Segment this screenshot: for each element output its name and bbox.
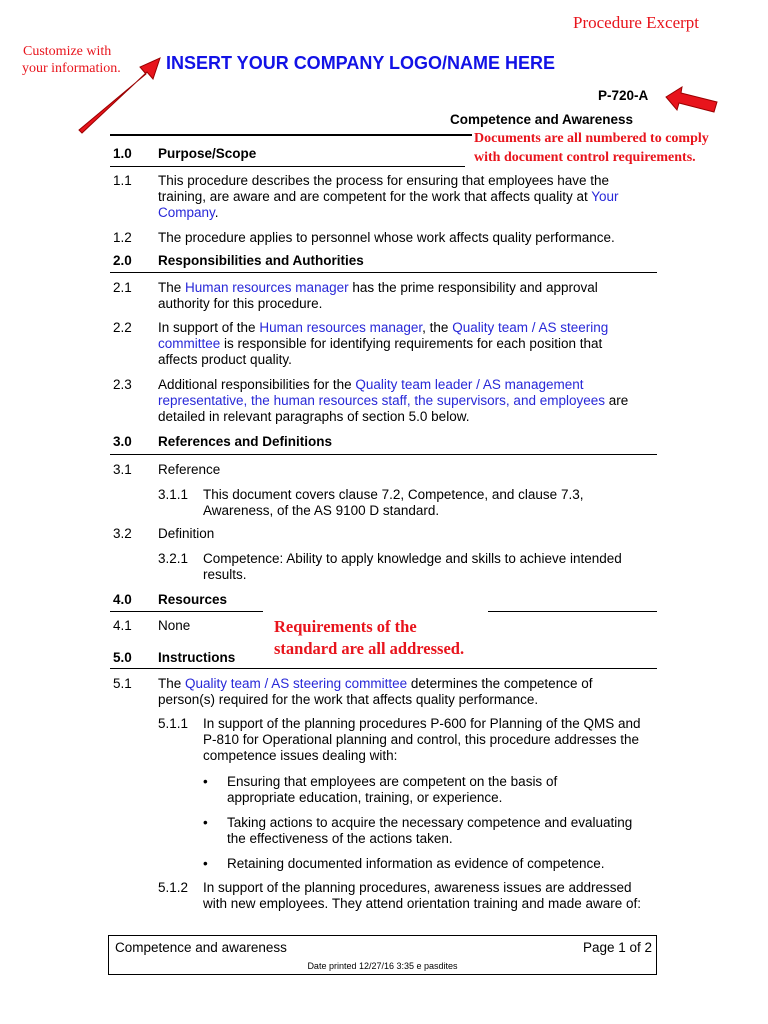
requirements-annotation [274,616,464,660]
item-1-1-number: 1.1 [113,173,132,188]
item-2-3-number: 2.3 [113,377,132,392]
section-1-rule [110,166,465,167]
item-3-2-1-text: Competence: Ability to apply knowledge and skills to achieve intended results. [203,551,622,582]
item-1-2-number: 1.2 [113,230,132,245]
section-2-number: 2.0 [113,253,132,268]
item-5-1-2-text: In support of the planning procedures, awareness issues are addressed with new employees. They attend orientation training and made aware of: [203,880,642,911]
company-logo-placeholder: INSERT YOUR COMPANY LOGO/NAME HERE [166,53,556,73]
item-2-2-number: 2.2 [113,320,132,335]
item-2-1-text: The Human resources manager has the prime responsibility and approval authority for this procedure. [158,280,598,311]
bullet-2-text: Taking actions to acquire the necessary competence and evaluating the effectiveness of the actions taken. [227,815,633,846]
bullet-1-marker: • [203,774,208,789]
item-2-3-text: Additional responsibilities for the Quality team leader / AS management representative, the human resources staff, the supervisors, and employees are detailed in relevant paragraphs of section 5.0 below. [158,377,629,424]
bullet-2-marker: • [203,815,208,830]
section-4-title: Resources [158,592,228,607]
doc-numbering-annotation-line1: Documents are all numbered to comply [474,131,709,146]
item-3-1-1-text: This document covers clause 7.2, Competence, and clause 7.3, Awareness, of the AS 9100 D standard. [203,487,584,518]
customize-annotation-line2: your information. [22,61,121,76]
item-1-2-text: The procedure applies to personnel whose work affects quality performance. [158,230,615,245]
section-4-rule-left [110,611,263,612]
customize-annotation-line1: Customize with [23,44,112,59]
document-number: P-720-A [598,88,649,103]
requirements-annotation-line2: standard are all addressed. [274,639,465,658]
footer-title: Competence and awareness [115,940,287,955]
quality-team-leader-link: Quality team leader / AS management representative, the human resources staff, the supervisors, and employees [158,377,605,408]
page-footer [108,935,657,975]
section-3-rule [110,454,657,455]
item-3-1-1-number: 3.1.1 [158,487,189,502]
item-5-1-1-number: 5.1.1 [158,716,189,731]
item-2-1-number: 2.1 [113,280,132,295]
item-4-1-text: None [158,618,191,633]
hr-manager-link: Human resources manager [185,280,349,295]
section-3-number: 3.0 [113,434,132,449]
bullet-1-text: Ensuring that employees are competent on the basis of appropriate education, training, or experience. [227,774,558,805]
document-title: Competence and Awareness [450,112,634,127]
arrow-left-icon [660,84,722,120]
item-5-1-text: The Quality team / AS steering committee determines the competence of person(s) required for the work that affects quality performance. [158,676,593,707]
bullet-3-text: Retaining documented information as evidence of competence. [227,856,605,871]
section-4-number: 4.0 [113,592,132,607]
arrow-up-right-icon [70,52,165,137]
doc-numbering-annotation [472,129,711,167]
footer-date-printed: Date printed 12/27/16 3:35 e pasdites [307,961,458,971]
section-1-number: 1.0 [113,146,132,161]
section-2-rule [110,272,657,273]
section-5-number: 5.0 [113,650,132,665]
quality-team-link: Quality team / AS steering committee [185,676,408,691]
item-5-1-number: 5.1 [113,676,132,691]
item-1-1-text: This procedure describes the process for ensuring that employees have the training, are aware and are competent for the work that affects quality at Your Company. [158,173,619,220]
hr-manager-link: Human resources manager [259,320,423,335]
requirements-annotation-line1: Requirements of the [274,617,417,636]
item-5-1-1-text: In support of the planning procedures P-600 for Planning of the QMS and P-810 for Operational planning and control, this procedure addresses the competence issues dealing with: [203,716,641,763]
section-3-title: References and Definitions [158,434,333,449]
quality-team-link: Quality team / AS steering committee [158,320,609,351]
doc-numbering-annotation-line2: with document control requirements. [474,150,696,165]
item-4-1-number: 4.1 [113,618,132,633]
section-2-title: Responsibilities and Authorities [158,253,364,268]
item-2-2-text: In support of the Human resources manager, the Quality team / AS steering committee is responsible for identifying requirements for each position that affects product quality. [158,320,609,367]
item-3-2-1-number: 3.2.1 [158,551,189,566]
item-3-2-text: Definition [158,526,215,541]
bullet-3-marker: • [203,856,208,871]
item-3-1-text: Reference [158,462,221,477]
company-link: Your Company [158,189,619,220]
section-5-rule [110,668,657,669]
section-1-title: Purpose/Scope [158,146,257,161]
section-4-rule-right [488,611,657,612]
footer-page-number: Page 1 of 2 [582,940,652,955]
item-3-2-number: 3.2 [113,526,132,541]
item-5-1-2-number: 5.1.2 [158,880,189,895]
item-3-1-number: 3.1 [113,462,132,477]
section-5-title: Instructions [158,650,236,665]
procedure-excerpt-label: Procedure Excerpt [573,13,700,32]
